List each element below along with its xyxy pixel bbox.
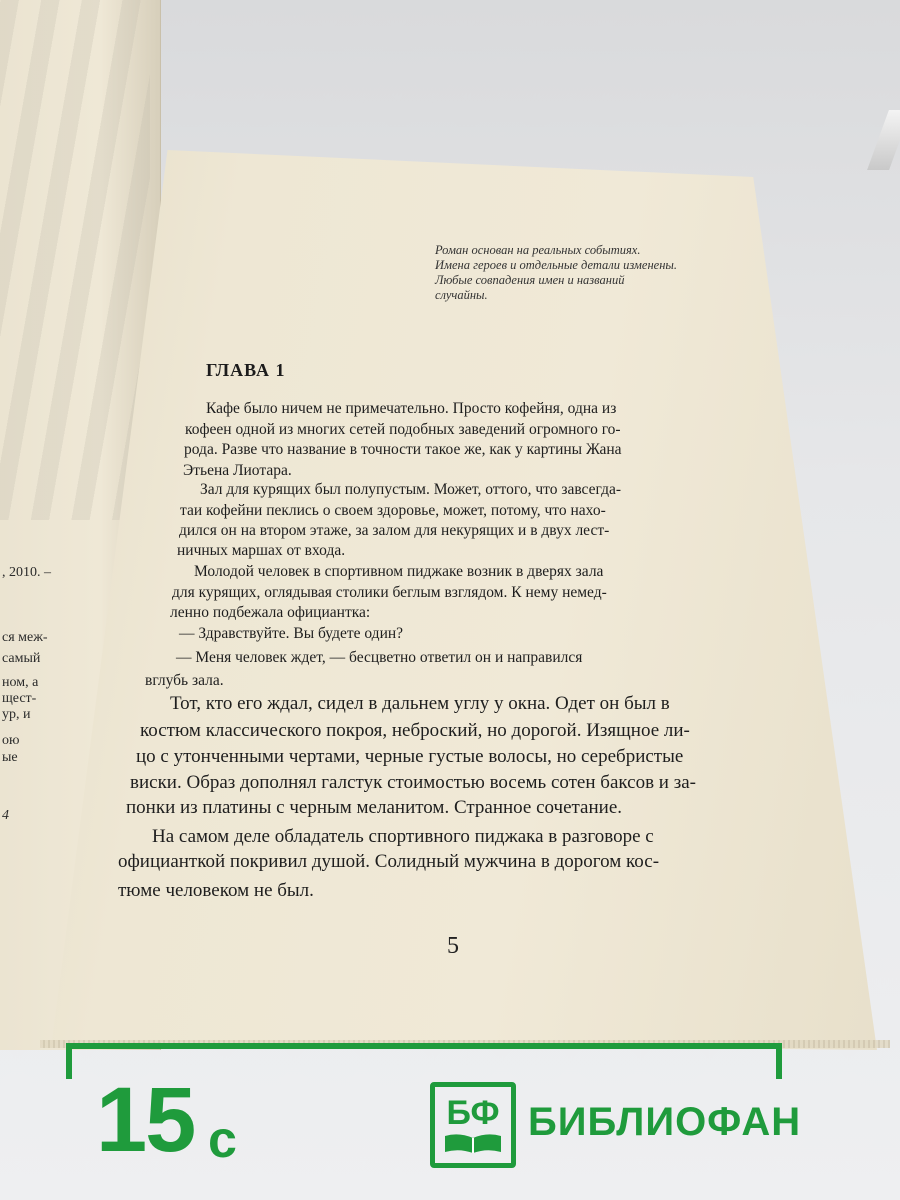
epigraph-line: Любые совпадения имен и названий	[435, 273, 625, 287]
body-line: костюм классического покроя, неброский, но дорогой. Изящное ли-	[140, 720, 690, 741]
body-line: ленно подбежала официантка:	[170, 604, 371, 621]
body-line: Тот, кто его ждал, сидел в дальнем углу у окна. Одет он был в	[170, 693, 670, 714]
chapter-title: ГЛАВА 1	[206, 360, 286, 380]
price-unit: с	[208, 1111, 237, 1169]
left-page-text: 4	[2, 808, 9, 823]
left-page-text: щест-	[2, 691, 37, 706]
epigraph-line: Имена героев и отдельные детали изменены.	[435, 258, 677, 272]
body-line: ничных маршах от входа.	[177, 542, 346, 559]
body-line: тюме человеком не был.	[118, 880, 314, 901]
body-line: вглубь зала.	[145, 672, 224, 689]
body-line: На самом деле обладатель спортивного пиджака в разговоре с	[152, 826, 654, 847]
body-line: Зал для курящих был полупустым. Может, оттого, что завсегда-	[200, 481, 622, 498]
body-line: рода. Разве что название в точности такое же, как у картины Жана	[184, 441, 622, 458]
body-line: — Меня человек ждет, — бесцветно ответил он и направился	[176, 649, 583, 666]
body-line: цо с утонченными чертами, черные густые волосы, но серебристые	[136, 746, 684, 767]
body-line: таи кофейни пеклись о своем здоровье, может, потому, что нахо-	[180, 502, 606, 519]
body-line: понки из платины с черным меланитом. Странное сочетание.	[126, 797, 623, 818]
epigraph-line: случайны.	[435, 288, 488, 302]
epigraph-line: Роман основан на реальных событиях.	[435, 243, 641, 257]
brand-name: БИБЛИОФАН	[528, 1100, 802, 1144]
body-line: дился он на втором этаже, за залом для некурящих и в двух лест-	[179, 522, 610, 539]
body-line: для курящих, оглядывая столики беглым взглядом. К нему немед-	[172, 584, 607, 601]
epigraph	[435, 243, 705, 303]
left-page-text: ном, а	[2, 675, 39, 690]
page-number: 5	[447, 933, 459, 959]
body-line: виски. Образ дополнял галстук стоимостью восемь сотен баксов и за-	[130, 772, 696, 793]
price-value: 15	[96, 1069, 195, 1171]
left-page-text: , 2010. –	[2, 565, 51, 580]
open-book-icon	[443, 1132, 503, 1154]
logo-letters: БФ	[446, 1094, 500, 1132]
left-page-pattern	[0, 0, 150, 520]
left-page-text: ою	[2, 733, 20, 748]
body-line: официанткой покривил душой. Солидный мужчина в дорогом кос-	[118, 851, 660, 872]
logo-icon	[430, 1082, 516, 1168]
left-page-text: ур, и	[2, 707, 31, 722]
left-page-text: ся меж-	[2, 630, 48, 645]
body-line: кофеен одной из многих сетей подобных заведений огромного го-	[185, 421, 621, 438]
body-line: Молодой человек в спортивном пиджаке возник в дверях зала	[194, 563, 604, 580]
left-page-text: самый	[2, 651, 41, 666]
background-object	[867, 110, 900, 170]
body-line: Кафе было ничем не примечательно. Просто кофейня, одна из	[206, 400, 617, 417]
body-line: — Здравствуйте. Вы будете один?	[179, 625, 404, 642]
body-line: Этьена Лиотара.	[183, 462, 292, 479]
left-page-text: ые	[2, 750, 18, 765]
